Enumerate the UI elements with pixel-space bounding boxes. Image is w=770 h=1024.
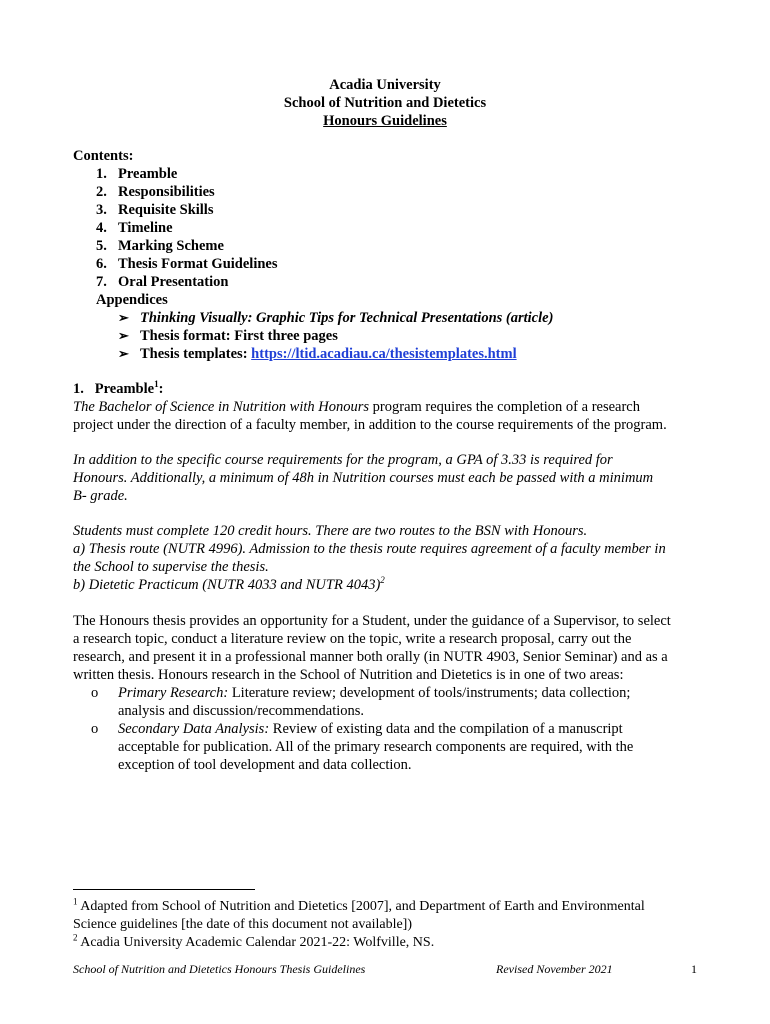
- routes-paragraph-line: b) Dietetic Practicum (NUTR 4033 and NUTR 4043)$^2$: [73, 575, 385, 593]
- arrow-bullet-icon: ➢: [118, 310, 129, 325]
- contents-item: 2. Responsibilities: [96, 184, 215, 200]
- preamble-heading: 1. Preamble$^1$:: [73, 379, 164, 397]
- contents-item: 5. Marking Scheme: [96, 238, 224, 254]
- footnote-1: $^1$ Adapted from School of Nutrition and Dietetics [2007], and Department of Earth and Environmental: [73, 896, 645, 914]
- appendix-item: ➢ Thinking Visually: Graphic Tips for Technical Presentations (article): [118, 310, 554, 326]
- footer-title: School of Nutrition and Dietetics Honours Thesis Guidelines: [73, 962, 366, 976]
- footnote-ref[interactable]: 2: [380, 575, 385, 586]
- footnote-1-line: Science guidelines [the date of this document not available]): [73, 917, 412, 932]
- document-title: [0, 112, 770, 130]
- appendix-item: ➢ Thesis templates: https://ltid.acadiau.ca/thesistemplates.html: [118, 346, 517, 362]
- thesis-paragraph-line: research, and present it in a professional manner both orally (in NUTR 4903, Senior Seminar) and as a: [73, 649, 668, 665]
- contents-heading: Contents:: [73, 148, 134, 164]
- document-title-text: Honours Guidelines: [323, 113, 447, 129]
- circle-bullet-icon: o: [91, 685, 99, 701]
- gpa-paragraph-line: Honours. Additionally, a minimum of 48h in Nutrition courses must each be passed with a minimum: [73, 470, 654, 486]
- research-area-line: analysis and discussion/recommendations.: [118, 703, 365, 719]
- footnote-ref[interactable]: 1: [154, 379, 159, 390]
- thesis-paragraph-line: written thesis. Honours research in the School of Nutrition and Dietetics is in one of two areas:: [73, 667, 624, 683]
- research-area-item: o Primary Research: Literature review; development of tools/instruments; data collection;: [91, 685, 631, 701]
- gpa-paragraph-line: B- grade.: [73, 488, 128, 504]
- footer-revision: Revised November 2021: [496, 962, 613, 976]
- appendix-item: ➢ Thesis format: First three pages: [118, 328, 338, 344]
- gpa-paragraph-line: In addition to the specific course requirements for the program, a GPA of 3.33 is required for: [73, 452, 613, 468]
- contents-item: 4. Timeline: [96, 220, 173, 236]
- routes-paragraph-line: the School to supervise the thesis.: [73, 559, 269, 575]
- contents-item: 7. Oral Presentation: [96, 274, 229, 290]
- appendices-heading: Appendices: [96, 292, 168, 308]
- contents-item: 6. Thesis Format Guidelines: [96, 256, 278, 272]
- thesis-templates-link[interactable]: https://ltid.acadiau.ca/thesistemplates.html: [251, 346, 517, 362]
- routes-paragraph-line: a) Thesis route (NUTR 4996). Admission to the thesis route requires agreement of a faculty member in: [73, 541, 666, 557]
- preamble-paragraph-line: project under the direction of a faculty member, in addition to the course requirements of the program.: [73, 417, 667, 433]
- contents-item: 3. Requisite Skills: [96, 202, 214, 218]
- research-area-item: o Secondary Data Analysis: Review of existing data and the compilation of a manuscript: [91, 721, 623, 737]
- footnote-divider: [73, 889, 255, 890]
- thesis-paragraph-line: The Honours thesis provides an opportunity for a Student, under the guidance of a Supervisor, to select: [73, 613, 671, 629]
- preamble-paragraph: The Bachelor of Science in Nutrition with Honours program requires the completion of a research: [73, 399, 640, 415]
- research-area-line: exception of tool development and data collection.: [118, 757, 412, 773]
- thesis-paragraph-line: a research topic, conduct a literature review on the topic, write a research proposal, carry out the: [73, 631, 632, 647]
- university-title: Acadia University: [329, 77, 441, 93]
- contents-item: 1. Preamble: [96, 166, 178, 182]
- arrow-bullet-icon: ➢: [118, 346, 129, 361]
- arrow-bullet-icon: ➢: [118, 328, 129, 343]
- routes-paragraph-line: Students must complete 120 credit hours. There are two routes to the BSN with Honours.: [73, 523, 588, 539]
- research-area-line: acceptable for publication. All of the primary research components are required, with the: [118, 739, 634, 755]
- page-number: 1: [691, 962, 697, 976]
- school-title: School of Nutrition and Dietetics: [283, 95, 487, 111]
- footnote-2: $^2$ Acadia University Academic Calendar 2021-22: Wolfville, NS.: [73, 932, 435, 950]
- circle-bullet-icon: o: [91, 721, 99, 737]
